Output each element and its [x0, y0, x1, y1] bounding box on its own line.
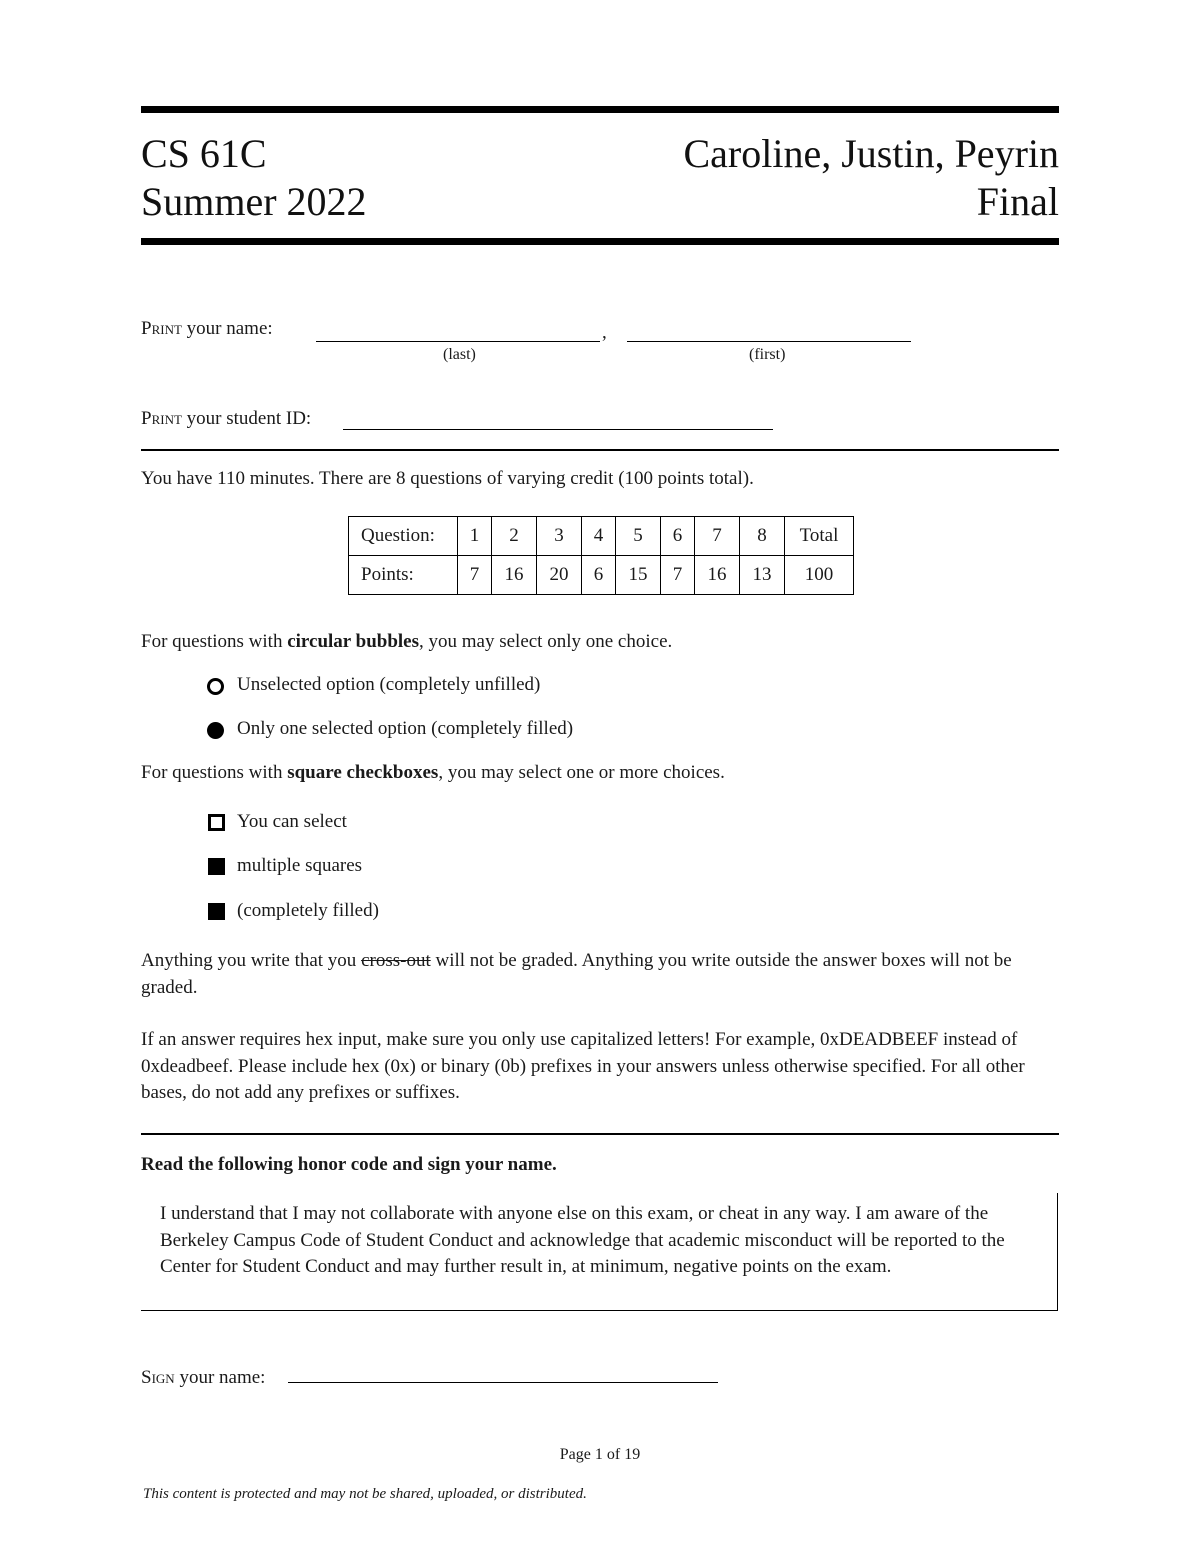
- question-cell: 2: [492, 517, 537, 556]
- question-cell-total: Total: [785, 517, 854, 556]
- points-table: [348, 516, 854, 595]
- points-cell: 7: [458, 556, 492, 595]
- name-comma: ,: [602, 322, 607, 343]
- question-cell: 6: [661, 517, 695, 556]
- student-id-field[interactable]: [343, 429, 773, 430]
- points-cell: 13: [740, 556, 785, 595]
- first-name-field[interactable]: [627, 341, 911, 342]
- points-cell: 16: [492, 556, 537, 595]
- section-rule-1: [141, 449, 1059, 451]
- last-label: (last): [443, 346, 476, 363]
- question-cell: 7: [695, 517, 740, 556]
- question-cell: 5: [616, 517, 661, 556]
- checkboxes-intro: For questions with square checkboxes, you may select one or more choices.: [141, 762, 725, 783]
- first-label: (first): [749, 346, 786, 363]
- signature-field[interactable]: [288, 1382, 718, 1383]
- question-row: [349, 517, 854, 556]
- filled-checkbox-icon[interactable]: [208, 903, 225, 920]
- unselected-bubble-icon[interactable]: [207, 678, 224, 695]
- filled-checkbox-icon[interactable]: [208, 858, 225, 875]
- bubbles-intro: For questions with circular bubbles, you may select only one choice.: [141, 631, 673, 652]
- exam-title: Final: [976, 179, 1059, 224]
- points-label: Points:: [349, 556, 458, 595]
- term: Summer 2022: [141, 179, 367, 224]
- points-cell: 7: [661, 556, 695, 595]
- selected-option-label: Only one selected option (completely filled): [237, 718, 574, 739]
- last-name-field[interactable]: [316, 341, 600, 342]
- course-title: CS 61C: [141, 131, 267, 176]
- question-cell: 4: [582, 517, 616, 556]
- intro-text: You have 110 minutes. There are 8 questions of varying credit (100 points total).: [141, 468, 754, 489]
- question-label: Question:: [349, 517, 458, 556]
- header-top-rule: [141, 106, 1059, 113]
- honor-heading: Read the following honor code and sign your name.: [141, 1154, 557, 1175]
- points-row: [349, 556, 854, 595]
- page-number: Page 1 of 19: [559, 1446, 641, 1463]
- honor-code-box: [141, 1193, 1058, 1311]
- question-cell: 1: [458, 517, 492, 556]
- section-rule-2: [141, 1133, 1059, 1135]
- selected-bubble-icon[interactable]: [207, 722, 224, 739]
- checkbox-option-1: You can select: [237, 811, 347, 832]
- crossout-note: Anything you write that you cross-out will not be graded. Anything you write outside the answer boxes will not be graded.: [141, 950, 1012, 998]
- header-bottom-rule: [141, 238, 1059, 245]
- print-name-label: Print your name:: [141, 318, 273, 339]
- empty-checkbox-icon[interactable]: [208, 814, 225, 831]
- copyright-notice: This content is protected and may not be shared, uploaded, or distributed.: [143, 1486, 587, 1502]
- points-cell: 15: [616, 556, 661, 595]
- checkbox-option-2: multiple squares: [237, 855, 363, 876]
- checkbox-option-3: (completely filled): [237, 900, 379, 921]
- sign-name-label: Sign your name:: [141, 1367, 266, 1388]
- question-cell: 8: [740, 517, 785, 556]
- honor-code-text: I understand that I may not collaborate with anyone else on this exam, or cheat in any way. I am aware of the Berkeley Campus Code of Student Conduct and acknowledge that academic misconduct will be reported to the Center for Student Conduct and may further result in, at minimum, negative points on the exam.: [160, 1203, 1005, 1277]
- points-cell-total: 100: [785, 556, 854, 595]
- instructors: Caroline, Justin, Peyrin: [683, 131, 1059, 176]
- question-cell: 3: [537, 517, 582, 556]
- hex-note: If an answer requires hex input, make sure you only use capitalized letters! For example, 0xDEADBEEF instead of 0xdeadbeef. Please include hex (0x) or binary (0b) prefixes in your answers unless otherwise specified. For all other bases, do not add any prefixes or suffixes.: [141, 1029, 1025, 1103]
- print-sid-label: Print your student ID:: [141, 408, 312, 429]
- unselected-option-label: Unselected option (completely unfilled): [237, 674, 541, 695]
- points-cell: 6: [582, 556, 616, 595]
- points-cell: 16: [695, 556, 740, 595]
- points-cell: 20: [537, 556, 582, 595]
